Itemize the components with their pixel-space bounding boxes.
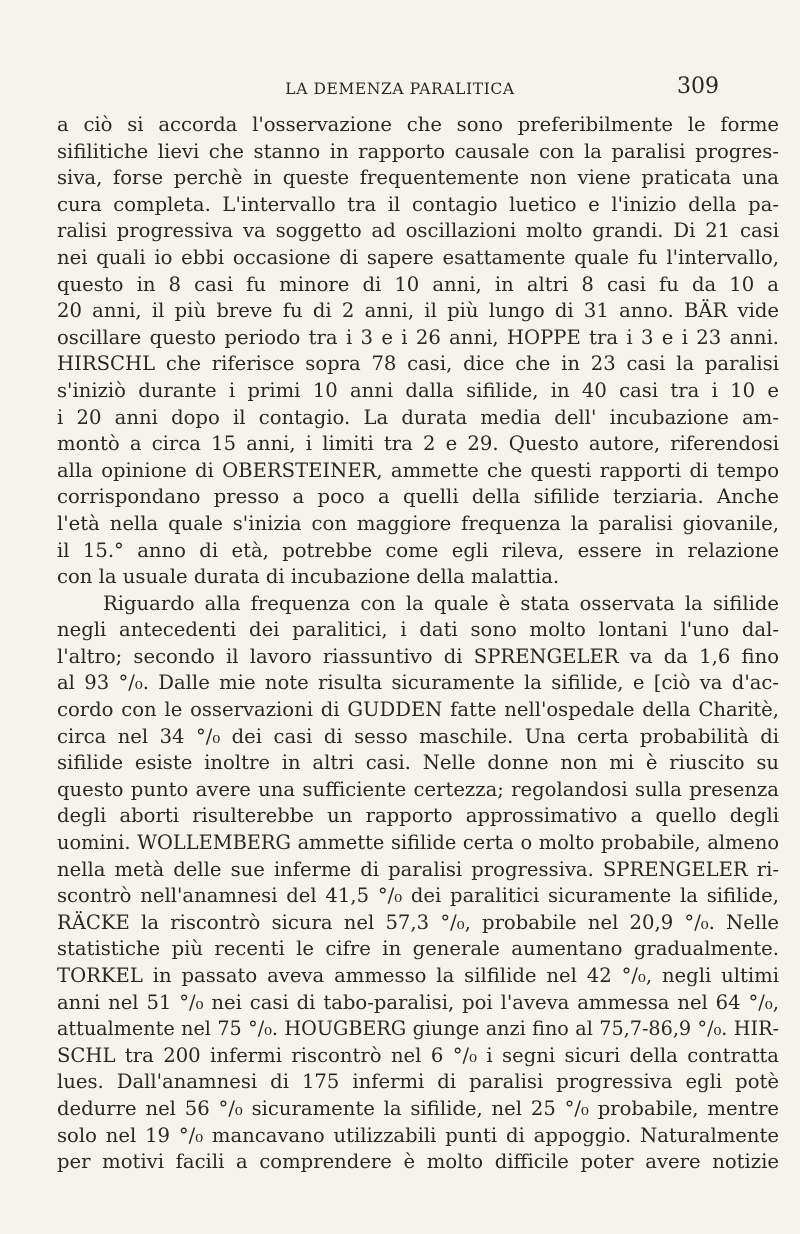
text-line: uomini. WOLLEMBERG ammette sifilide certa o molto probabile, almeno [57, 831, 779, 855]
text-line: per motivi facili a comprendere è molto difficile poter avere notizie [57, 1150, 779, 1174]
text-line: l'altro; secondo il lavoro riassuntivo di SPRENGELER va da 1,6 fino [57, 644, 779, 668]
text-line: cura completa. L'intervallo tra il contagio luetico e l'inizio della pa- [57, 192, 779, 216]
running-head [0, 74, 800, 102]
text-line: montò a circa 15 anni, i limiti tra 2 e 29. Questo autore, riferendosi [57, 432, 779, 456]
text-line: questo in 8 casi fu minore di 10 anni, in altri 8 casi fu da 10 a [57, 272, 779, 296]
text-line: nella metà delle sue inferme di paralisi progressiva. SPRENGELER ri- [57, 857, 779, 881]
text-line: cordo con le osservazioni di GUDDEN fatte nell'ospedale della Charitè, [57, 698, 779, 722]
paragraph-start-line: Riguardo alla frequenza con la quale è stata osservata la sifilide [103, 591, 779, 615]
text-line: sifilitiche lievi che stanno in rapporto causale con la paralisi progres- [57, 139, 779, 163]
text-line: HIRSCHL che riferisce sopra 78 casi, dice che in 23 casi la paralisi [57, 352, 779, 376]
text-line: sifilide esiste inoltre in altri casi. Nelle donne non mi è riuscito su [57, 751, 779, 775]
text-line: degli aborti risulterebbe un rapporto approssimativo a quello degli [57, 804, 779, 828]
text-line: i 20 anni dopo il contagio. La durata media dell' incubazione am- [57, 405, 779, 429]
text-line: anni nel 51 °/₀ nei casi di tabo-paralisi, poi l'aveva ammessa nel 64 °/₀, [57, 990, 779, 1014]
text-line: 20 anni, il più breve fu di 2 anni, il più lungo di 31 anno. BÄR vide [57, 299, 779, 323]
text-line: TORKEL in passato aveva ammesso la silfilide nel 42 °/₀, negli ultimi [57, 964, 779, 987]
text-line: nei quali io ebbi occasione di sapere esattamente quale fu l'intervallo, [57, 245, 779, 269]
body-text [57, 112, 779, 1176]
text-line: SCHL tra 200 infermi riscontrò nel 6 °/₀ i segni sicuri della contratta [57, 1043, 779, 1067]
text-line: circa nel 34 °/₀ dei casi di sesso maschile. Una certa probabilità di [57, 724, 779, 748]
text-line: s'iniziò durante i primi 10 anni dalla sifilide, in 40 casi tra i 10 e [57, 378, 779, 402]
text-line: scontrò nell'anamnesi del 41,5 °/₀ dei paralitici sicuramente la sifilide, [57, 884, 779, 908]
text-line: attualmente nel 75 °/₀. HOUGBERG giunge anzi fino al 75,7-86,9 °/₀. HIR- [57, 1017, 779, 1041]
paragraph-end-line: con la usuale durata di incubazione della malattia. [57, 565, 560, 589]
text-line: oscillare questo periodo tra i 3 e i 26 anni, HOPPE tra i 3 e i 23 anni. [57, 325, 779, 349]
text-line: siva, forse perchè in queste frequentemente non viene praticata una [57, 166, 779, 190]
running-title: LA DEMENZA PARALITICA [285, 80, 515, 98]
text-line: dedurre nel 56 °/₀ sicuramente la sifilide, nel 25 °/₀ probabile, mentre [57, 1096, 779, 1120]
text-line: statistiche più recenti le cifre in generale aumentano gradualmente. [57, 937, 779, 961]
text-line: RÄCKE la riscontrò sicura nel 57,3 °/₀, probabile nel 20,9 °/₀. Nelle [57, 910, 779, 934]
text-line: alla opinione di OBERSTEINER, ammette che questi rapporti di tempo [57, 458, 779, 482]
text-line: lues. Dall'anamnesi di 175 infermi di paralisi progressiva egli potè [57, 1070, 779, 1094]
text-line: il 15.° anno di età, potrebbe come egli rileva, essere in relazione [57, 538, 779, 562]
text-line: l'età nella quale s'inizia con maggiore frequenza la paralisi giovanile, [57, 511, 779, 535]
page-number: 309 [677, 74, 719, 99]
text-line: al 93 °/₀. Dalle mie note risulta sicuramente la sifilide, e [ciò va d'ac- [57, 671, 779, 695]
text-line: a ciò si accorda l'osservazione che sono preferibilmente le forme [57, 113, 779, 136]
text-line: ralisi progressiva va soggetto ad oscillazioni molto grandi. Di 21 casi [57, 219, 779, 243]
text-line: corrispondano presso a poco a quelli della sifilide terziaria. Anche [57, 485, 779, 509]
text-line: negli antecedenti dei paralitici, i dati sono molto lontani l'uno dal- [57, 618, 779, 642]
text-line: solo nel 19 °/₀ mancavano utilizzabili punti di appoggio. Naturalmente [57, 1123, 779, 1147]
text-line: questo punto avere una sufficiente certezza; regolandosi sulla presenza [57, 777, 779, 801]
